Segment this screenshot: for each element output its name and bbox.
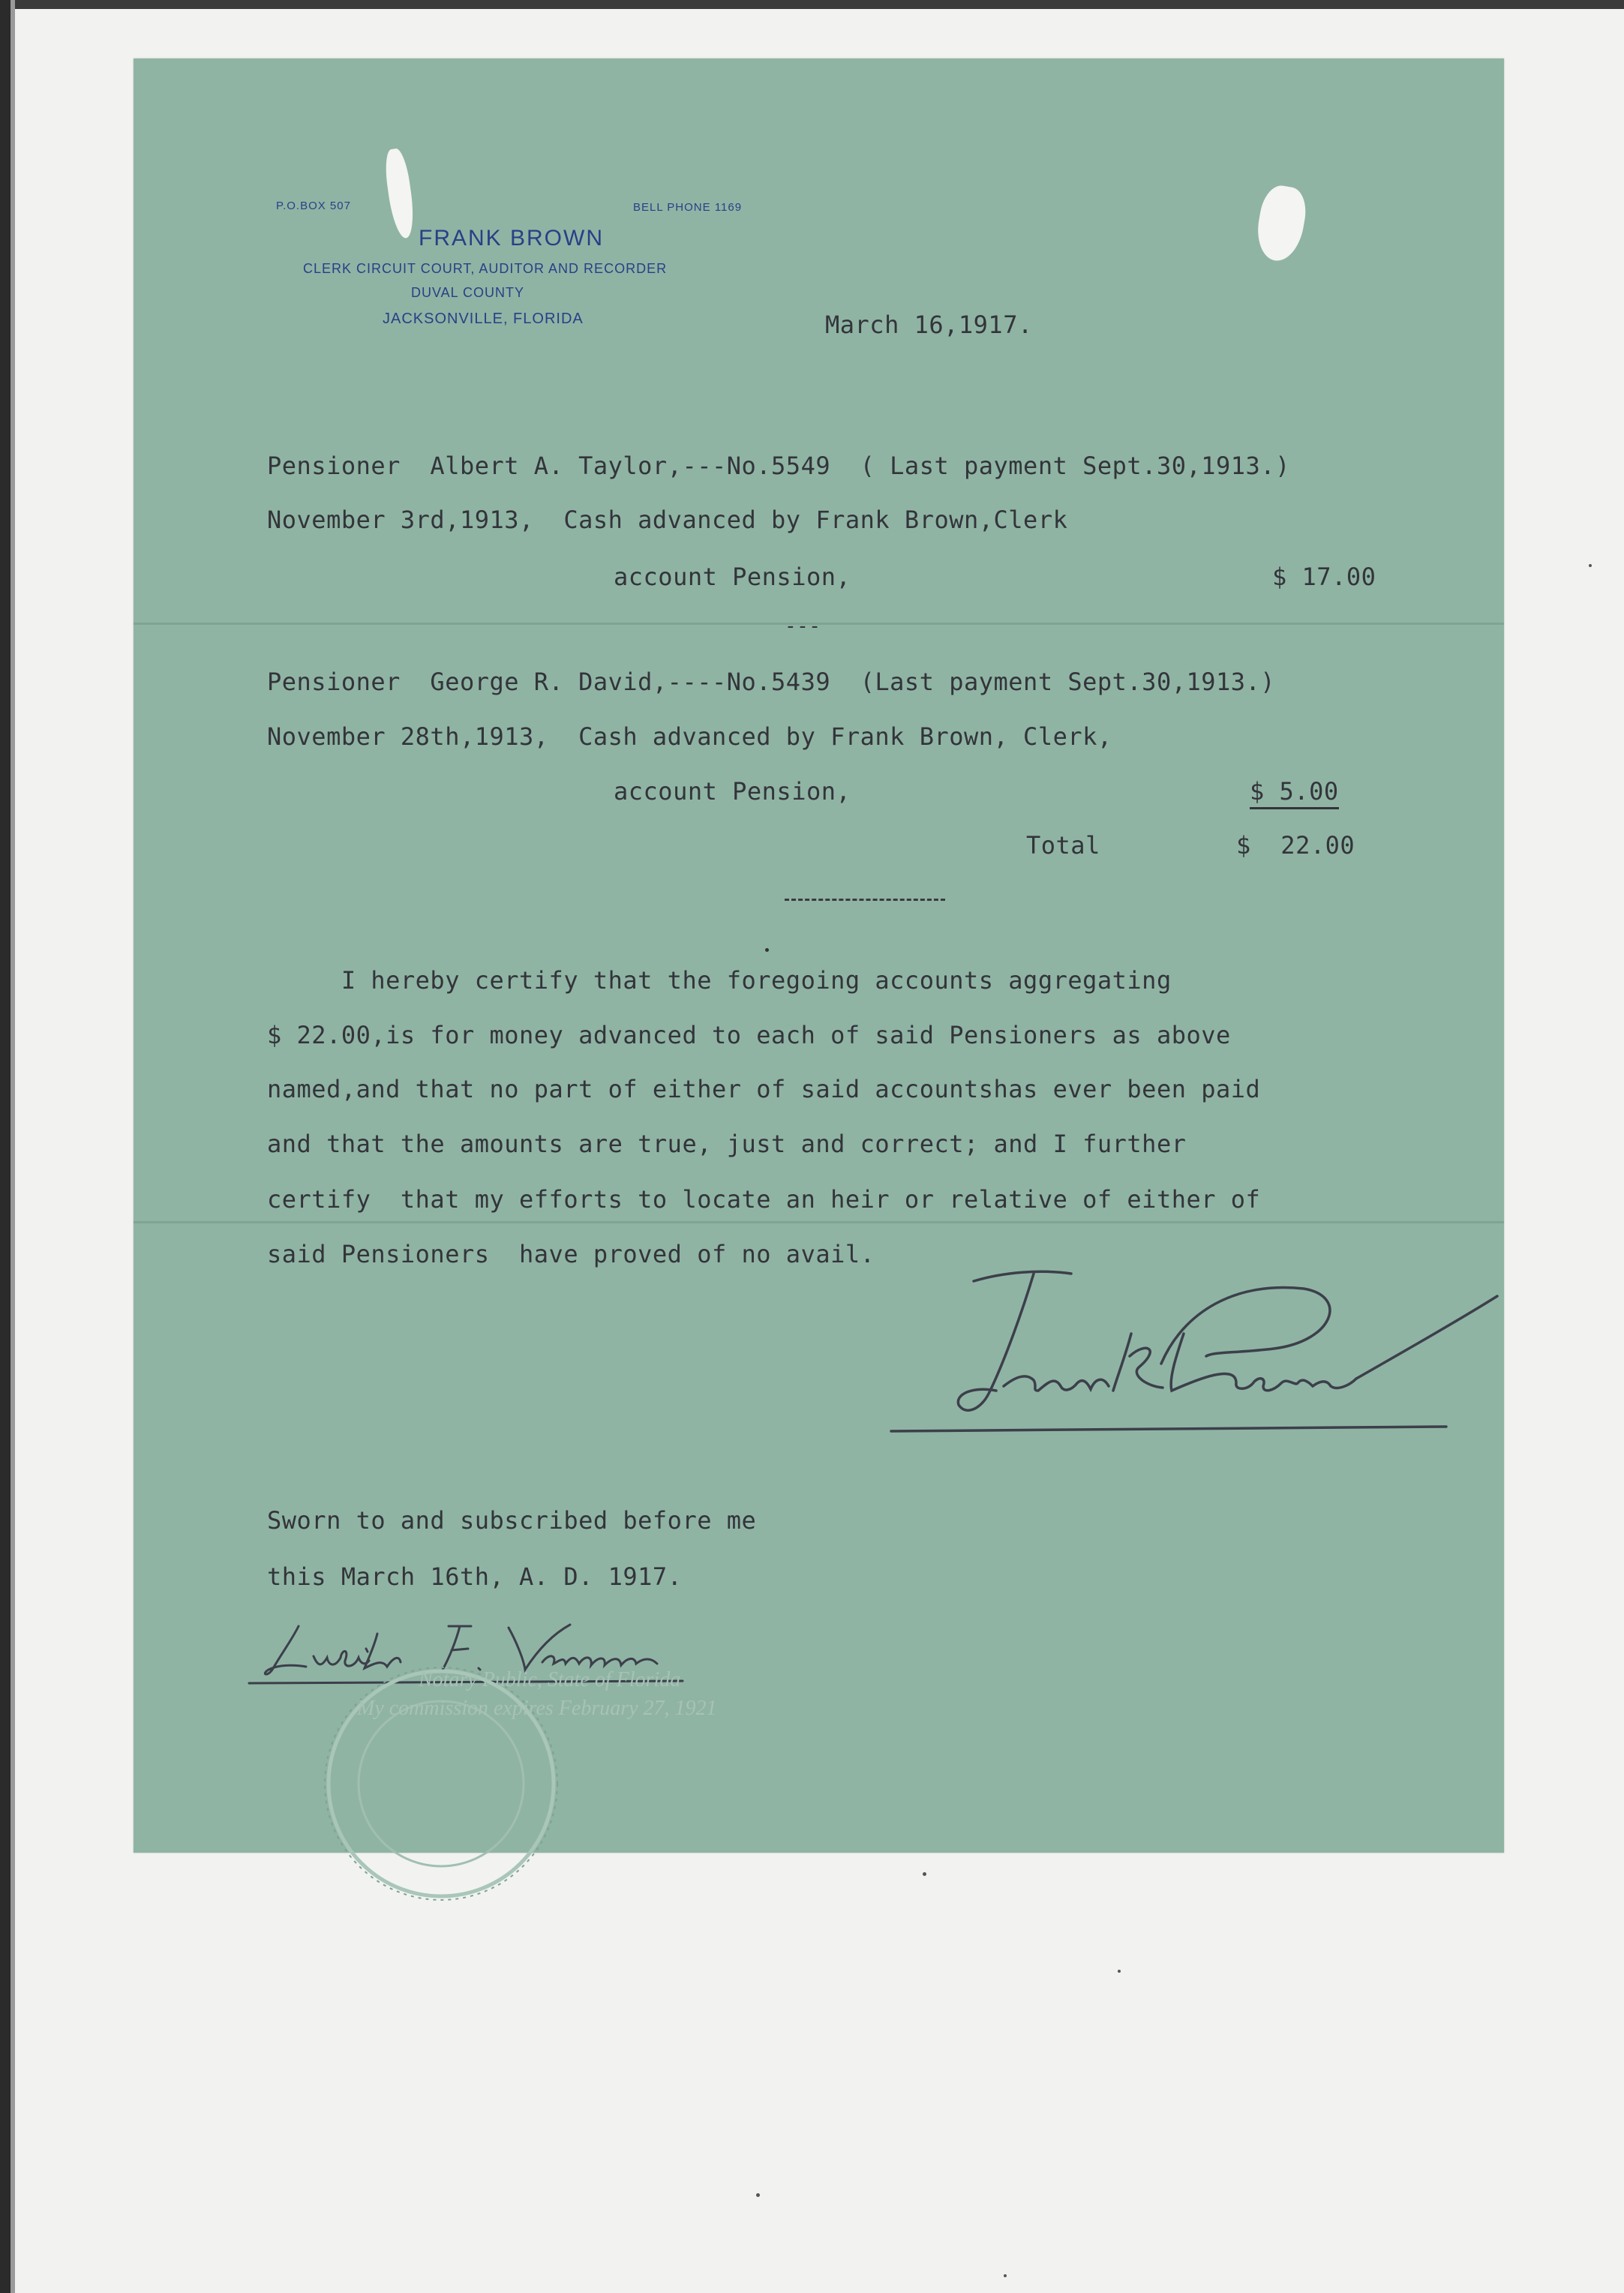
letterhead-po-box: P.O.BOX 507 xyxy=(276,200,351,212)
certification-line-2: $ 22.00,is for money advanced to each of said Pensioners as above xyxy=(267,1021,1231,1049)
letterhead-phone: BELL PHONE 1169 xyxy=(633,201,743,214)
dust-speck xyxy=(923,1872,926,1876)
notary-stamp-line-1: Notary Public, State of Florida xyxy=(419,1668,681,1691)
entry-2-advance: November 28th,1913, Cash advanced by Frank Brown, Clerk, xyxy=(267,722,1112,751)
sworn-line-2: this March 16th, A. D. 1917. xyxy=(267,1562,683,1591)
document-page xyxy=(134,59,1504,1853)
entry-1-amount: $ 17.00 xyxy=(1272,563,1376,591)
certification-line-1: I hereby certify that the foregoing accounts aggregating xyxy=(267,966,1172,995)
separator-short: --- xyxy=(785,615,821,638)
scan-border-left-inner xyxy=(11,0,15,2293)
entry-1-account: account Pension, xyxy=(614,563,851,591)
notary-stamp-line-2: My commission expires February 27, 1921 xyxy=(357,1697,717,1720)
document-date: March 16,1917. xyxy=(825,311,1033,339)
scan-border-top xyxy=(0,0,1624,9)
entry-2-pensioner: Pensioner George R. David,----No.5439 (Last payment Sept.30,1913.) xyxy=(267,668,1276,696)
dust-speck xyxy=(1589,564,1592,567)
frank-brown-signature xyxy=(884,1244,1499,1469)
entry-1-advance: November 3rd,1913, Cash advanced by Frank Brown,Clerk xyxy=(267,506,1068,534)
punch-hole xyxy=(383,147,417,239)
separator-line xyxy=(785,899,945,901)
ink-dot xyxy=(765,948,769,952)
scan-border-left xyxy=(0,0,11,2293)
letterhead-city: JACKSONVILLE, FLORIDA xyxy=(383,311,584,327)
entry-2-amount: $ 5.00 xyxy=(1250,777,1339,809)
certification-line-5: certify that my efforts to locate an heir or relative of either of xyxy=(267,1185,1261,1214)
letterhead-title: CLERK CIRCUIT COURT, AUDITOR AND RECORDER xyxy=(303,261,668,276)
certification-line-4: and that the amounts are true, just and correct; and I further xyxy=(267,1130,1187,1158)
certification-line-6: said Pensioners have proved of no avail. xyxy=(267,1240,875,1268)
dust-speck xyxy=(1004,2274,1007,2277)
total-amount: $ 22.00 xyxy=(1236,831,1355,860)
letterhead-county: DUVAL COUNTY xyxy=(411,285,525,300)
dust-speck xyxy=(1118,1970,1121,1973)
sworn-line-1: Sworn to and subscribed before me xyxy=(267,1506,757,1535)
fold-line xyxy=(134,1221,1504,1223)
entry-1-pensioner: Pensioner Albert A. Taylor,---No.5549 ( Last payment Sept.30,1913.) xyxy=(267,452,1290,480)
letterhead-name: FRANK BROWN xyxy=(419,226,604,251)
entry-2-account: account Pension, xyxy=(614,777,851,806)
certification-line-3: named,and that no part of either of said accountshas ever been paid xyxy=(267,1075,1261,1103)
dust-speck xyxy=(756,2193,760,2197)
punch-hole xyxy=(1253,183,1310,265)
total-label: Total xyxy=(1026,831,1100,860)
notary-embossed-seal xyxy=(314,1656,569,1911)
